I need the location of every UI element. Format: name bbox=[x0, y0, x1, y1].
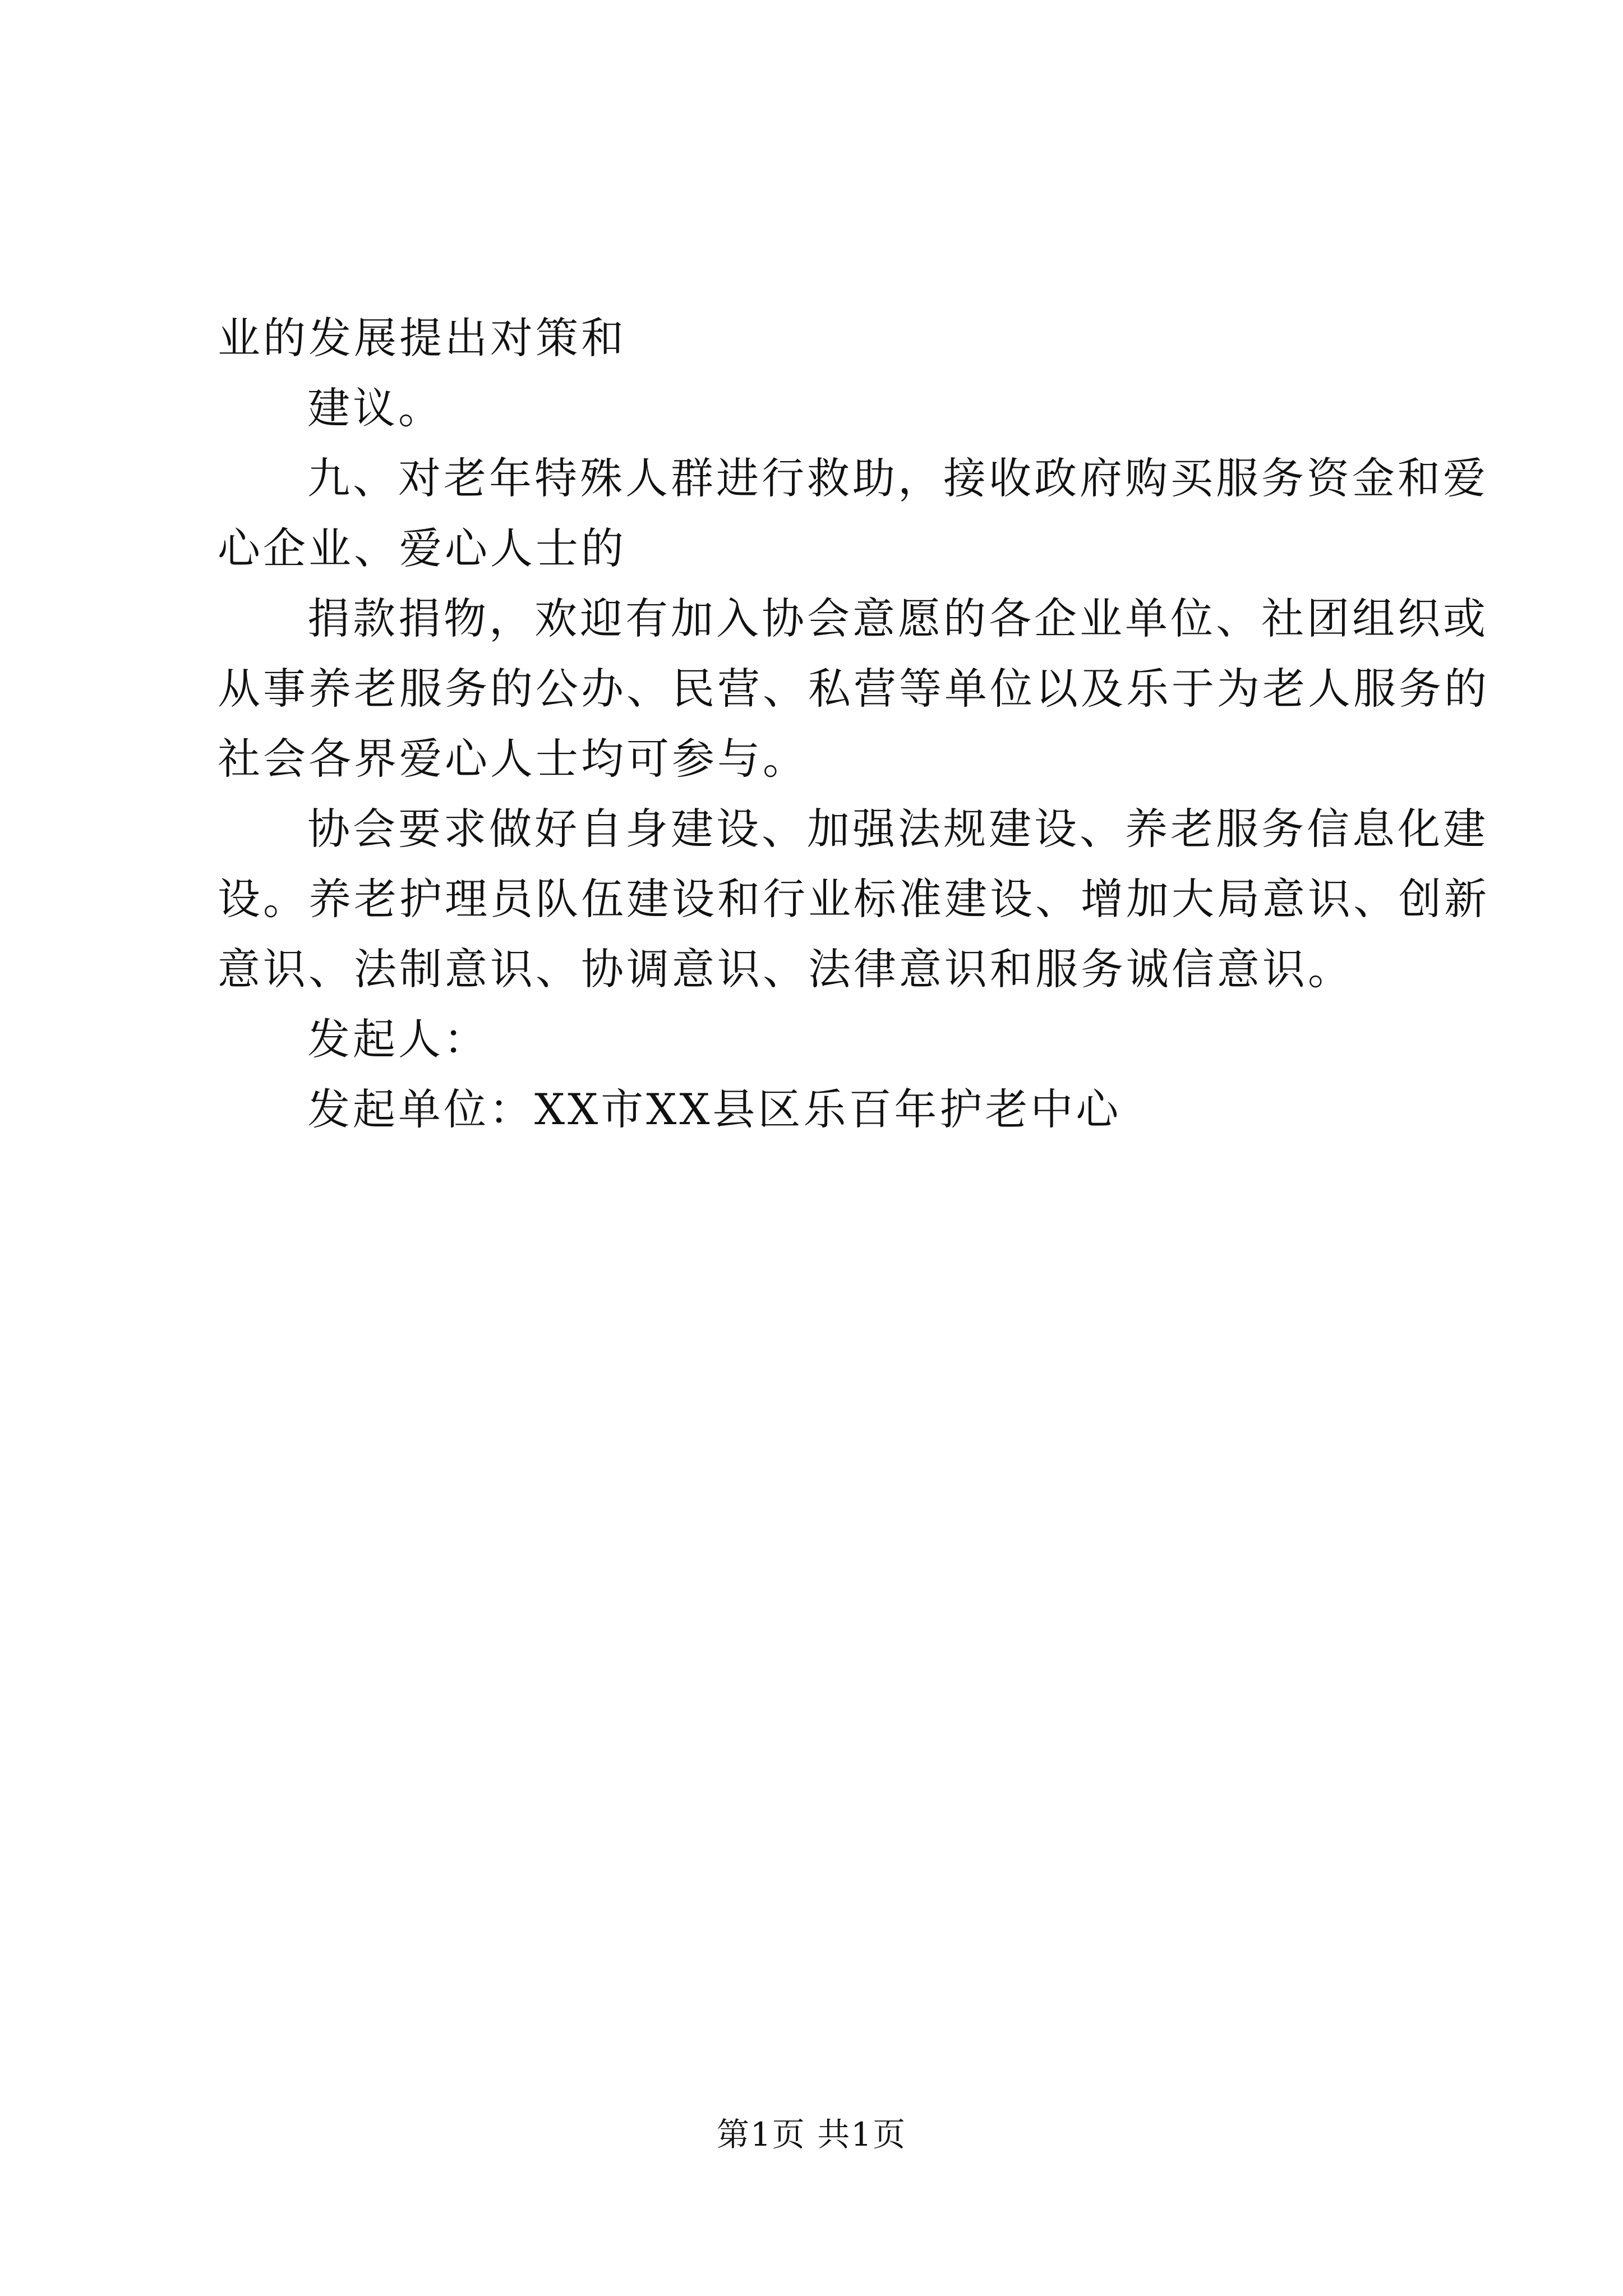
text-line: 建议。 bbox=[307, 383, 444, 433]
document-body bbox=[218, 303, 1490, 1144]
text-line: 心企业、爱心人士的 bbox=[218, 523, 626, 573]
initiator-line: 发起人： bbox=[307, 1014, 489, 1064]
text-line: 设。养老护理员队伍建设和行业标准建设、增加大局意识、创新 bbox=[218, 874, 1490, 924]
text-line: 意识、法制意识、协调意识、法律意识和服务诚信意识。 bbox=[218, 944, 1353, 994]
text-line: 业的发展提出对策和 bbox=[218, 313, 626, 363]
text-line: 从事养老服务的公办、民营、私营等单位以及乐于为老人服务的 bbox=[218, 664, 1490, 714]
text-line: 捐款捐物，欢迎有加入协会意愿的各企业单位、社团组织或 bbox=[307, 593, 1488, 643]
text-line: 协会要求做好自身建设、加强法规建设、养老服务信息化建 bbox=[307, 804, 1488, 854]
page-footer bbox=[0, 2115, 1623, 2154]
initiating-unit-line: 发起单位：XX市XX县区乐百年护老中心 bbox=[307, 1084, 1122, 1134]
page-number: 第1页 共1页 bbox=[716, 2115, 907, 2154]
text-line: 社会各界爱心人士均可参与。 bbox=[218, 734, 808, 784]
text-line: 九、对老年特殊人群进行救助，接收政府购买服务资金和爱 bbox=[307, 453, 1488, 503]
